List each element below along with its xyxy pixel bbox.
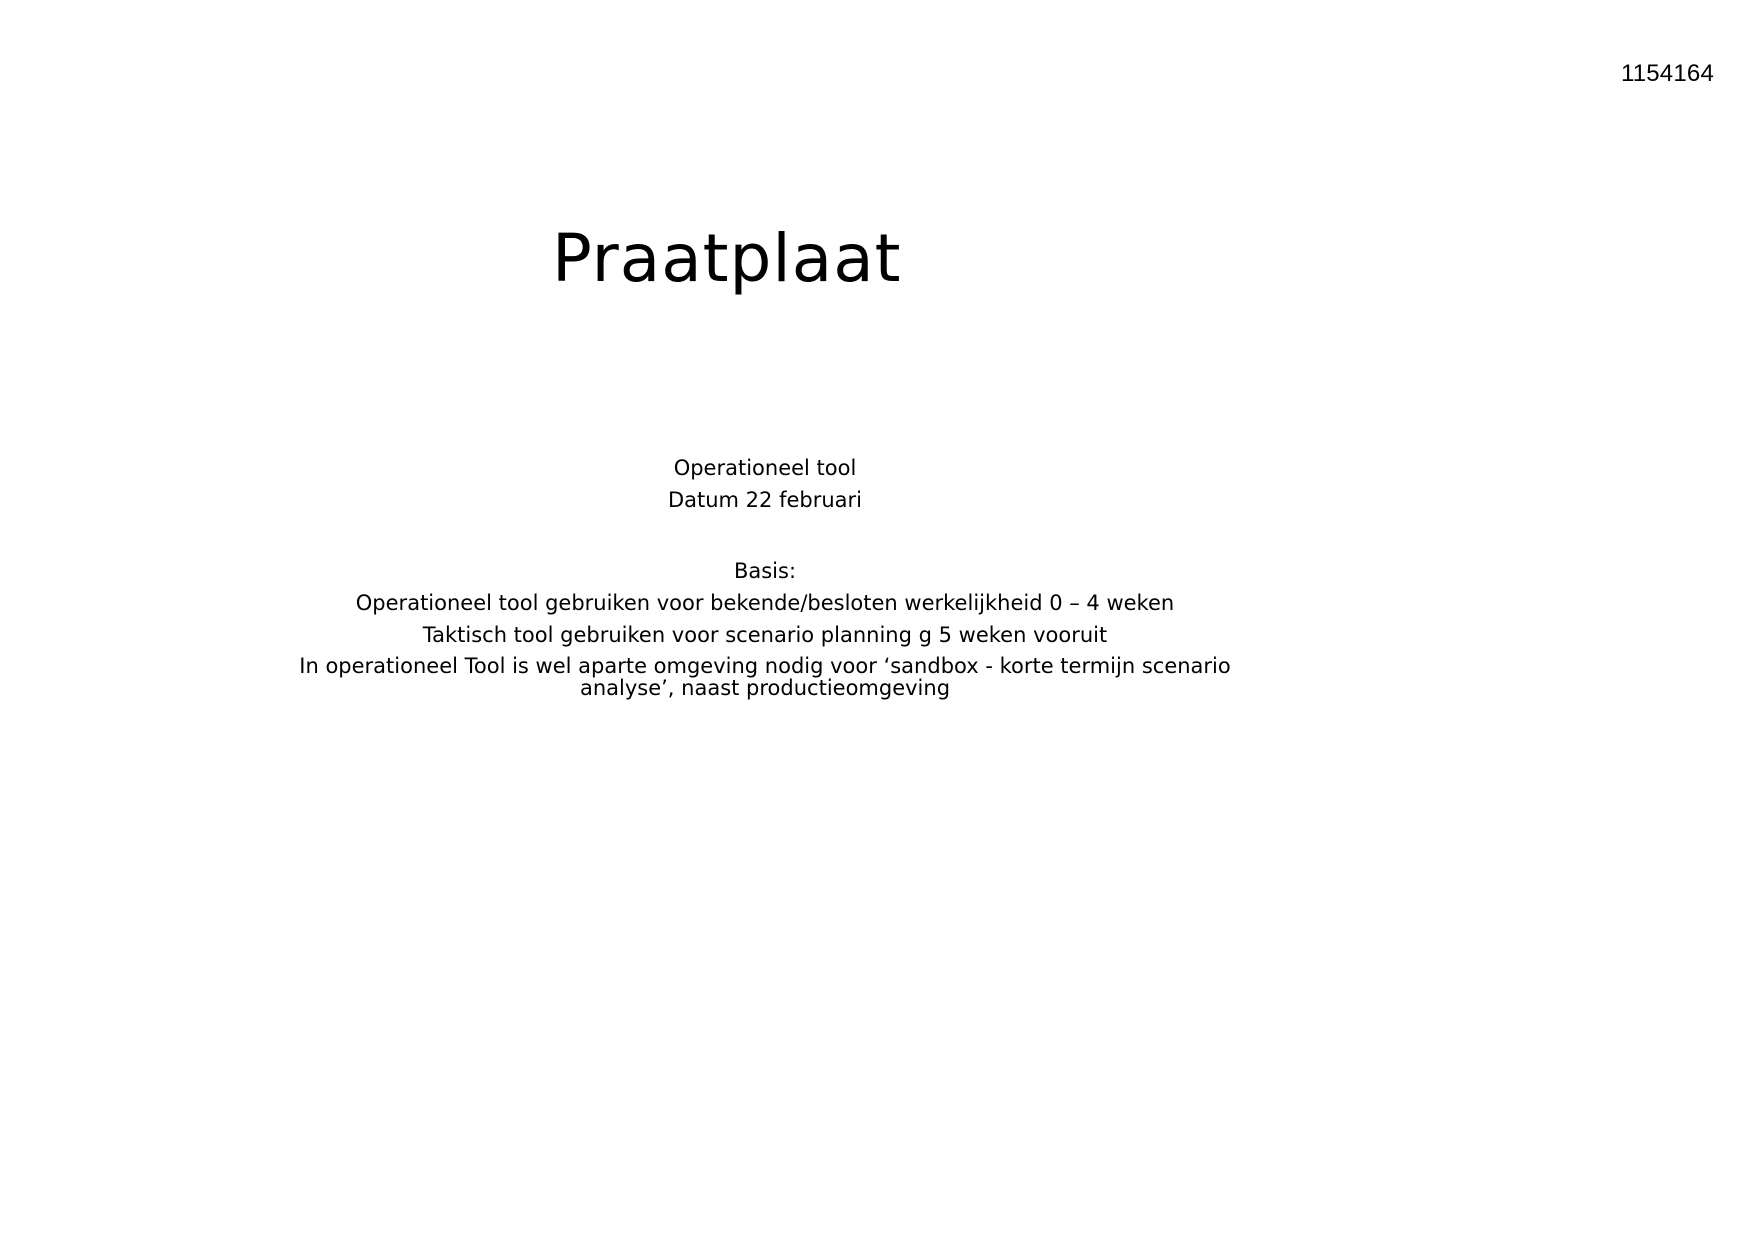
basis-heading: Basis: bbox=[733, 559, 797, 583]
subtitle-date: Datum 22 februari bbox=[667, 488, 863, 512]
basis-item: In operationeel Tool is wel aparte omgeving nodig voor ‘sandbox - korte termijn scenario analyse’, naast productieomgeving bbox=[299, 654, 1231, 700]
basis-section bbox=[0, 555, 1530, 699]
document-number: 1154164 bbox=[1620, 60, 1714, 87]
subtitle-tool: Operationeel tool bbox=[673, 456, 857, 480]
page-title: Praatplaat bbox=[552, 220, 902, 297]
basis-item: Operationeel tool gebruiken voor bekende/besloten werkelijkheid 0 – 4 weken bbox=[355, 591, 1175, 615]
subtitle-block bbox=[0, 452, 1530, 516]
basis-item: Taktisch tool gebruiken voor scenario planning g 5 weken vooruit bbox=[422, 623, 1108, 647]
